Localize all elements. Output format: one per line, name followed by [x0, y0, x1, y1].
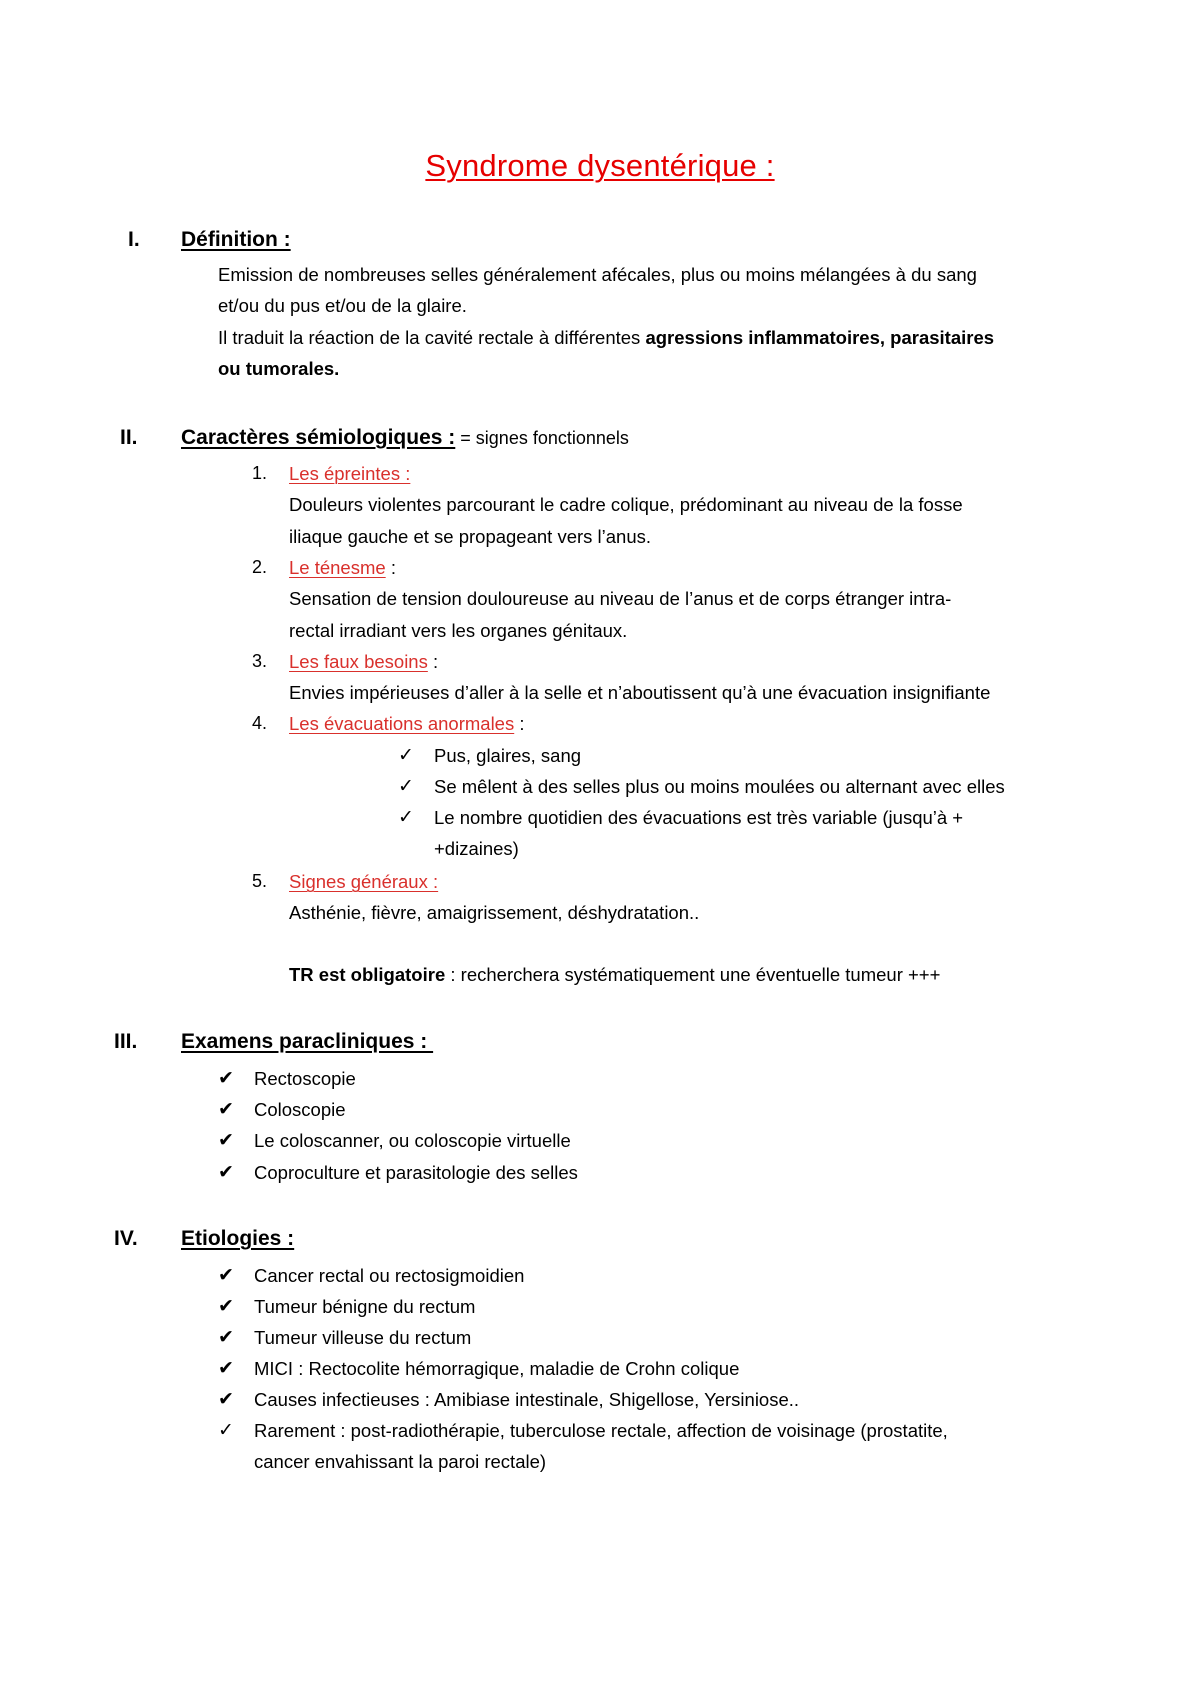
item-3-line-1: Envies impérieuses d’aller à la selle et n’aboutissent qu’à une évacuation insignifiante: [289, 682, 991, 703]
definition-line-1: Emission de nombreuses selles généralement afécales, plus ou moins mélangées à du sang: [218, 264, 977, 285]
exam-item-2: Coloscopie: [254, 1099, 346, 1120]
section-2-title: Caractères sémiologiques :: [181, 426, 456, 449]
item-1-number: 1.: [252, 463, 268, 483]
item-2-line-2: rectal irradiant vers les organes génitaux.: [289, 620, 628, 641]
item-1-line-2: iliaque gauche et se propageant vers l’anus.: [289, 526, 652, 547]
definition-line-2: et/ou du pus et/ou de la glaire.: [218, 295, 467, 316]
section-3-title: Examens paracliniques :: [181, 1030, 434, 1053]
evac-check-2: Se mêlent à des selles plus ou moins moulées ou alternant avec elles: [434, 776, 1005, 797]
check-icon: ✔: [218, 1296, 234, 1317]
item-5-line-1: Asthénie, fièvre, amaigrissement, déshydratation..: [289, 902, 700, 923]
item-3-heading: [289, 651, 438, 673]
item-2-line-1: Sensation de tension douloureuse au niveau de l’anus et de corps étranger intra-: [289, 588, 952, 609]
section-2-heading: [181, 426, 629, 450]
etiology-item-6-cont: cancer envahissant la paroi rectale): [254, 1451, 547, 1472]
item-4-label: Les évacuations anormales: [289, 713, 515, 734]
item-2-number: 2.: [252, 557, 268, 577]
evac-check-1: Pus, glaires, sang: [434, 745, 582, 766]
section-1-number: I.: [128, 228, 140, 251]
item-2-label: Le ténesme: [289, 557, 386, 578]
item-4-heading: [289, 713, 525, 735]
item-3-number: 3.: [252, 651, 268, 671]
check-icon: ✔: [218, 1389, 234, 1410]
evac-check-3-cont: +dizaines): [434, 838, 519, 859]
etiology-item-6: Rarement : post-radiothérapie, tuberculose rectale, affection de voisinage (prostatite,: [254, 1420, 948, 1441]
item-1-label: Les épreintes :: [289, 463, 411, 484]
tr-note: [289, 964, 940, 986]
section-4-number: IV.: [114, 1227, 138, 1250]
tr-note-rest: : recherchera systématiquement une éventuelle tumeur +++: [445, 964, 941, 985]
item-3-label: Les faux besoins: [289, 651, 428, 672]
check-icon: ✓: [218, 1420, 234, 1441]
etiology-item-4: MICI : Rectocolite hémorragique, maladie de Crohn colique: [254, 1358, 740, 1379]
item-5-number: 5.: [252, 871, 268, 891]
tr-note-bold: TR est obligatoire: [289, 964, 446, 985]
check-icon: ✓: [398, 807, 414, 828]
check-icon: ✔: [218, 1327, 234, 1348]
section-2-number: II.: [120, 426, 138, 449]
section-3-number: III.: [114, 1030, 138, 1053]
item-4-number: 4.: [252, 713, 268, 733]
etiology-item-3: Tumeur villeuse du rectum: [254, 1327, 472, 1348]
exam-item-4: Coproculture et parasitologie des selles: [254, 1162, 578, 1183]
check-icon: ✔: [218, 1068, 234, 1089]
item-2-heading: [289, 557, 396, 579]
check-icon: ✓: [398, 745, 414, 766]
check-icon: ✔: [218, 1358, 234, 1379]
definition-line-3-bold: agressions inflammatoires, parasitaires: [645, 327, 995, 348]
section-1-title: Définition :: [181, 228, 291, 251]
definition-line-3-text: Il traduit la réaction de la cavité rectale à différentes: [218, 327, 646, 348]
item-5-label: Signes généraux :: [289, 871, 439, 892]
evac-check-3: Le nombre quotidien des évacuations est très variable (jusqu’à +: [434, 807, 964, 828]
item-3-suffix: :: [427, 651, 439, 672]
check-icon: ✓: [398, 776, 414, 797]
page-title: Syndrome dysentérique :: [425, 148, 775, 183]
item-4-suffix: :: [514, 713, 525, 734]
check-icon: ✔: [218, 1265, 234, 1286]
check-icon: ✔: [218, 1130, 234, 1151]
etiology-item-2: Tumeur bénigne du rectum: [254, 1296, 476, 1317]
etiology-item-1: Cancer rectal ou rectosigmoidien: [254, 1265, 525, 1286]
definition-line-3: [218, 327, 994, 349]
item-1-line-1: Douleurs violentes parcourant le cadre colique, prédominant au niveau de la fosse: [289, 494, 963, 515]
check-icon: ✔: [218, 1099, 234, 1120]
definition-line-4: ou tumorales.: [218, 358, 340, 379]
section-2-extra: = signes fonctionnels: [455, 428, 629, 448]
section-4-title: Etiologies :: [181, 1227, 295, 1250]
etiology-item-5: Causes infectieuses : Amibiase intestinale, Shigellose, Yersiniose..: [254, 1389, 800, 1410]
exam-item-1: Rectoscopie: [254, 1068, 356, 1089]
exam-item-3: Le coloscanner, ou coloscopie virtuelle: [254, 1130, 571, 1151]
item-2-suffix: :: [385, 557, 396, 578]
check-icon: ✔: [218, 1162, 234, 1183]
